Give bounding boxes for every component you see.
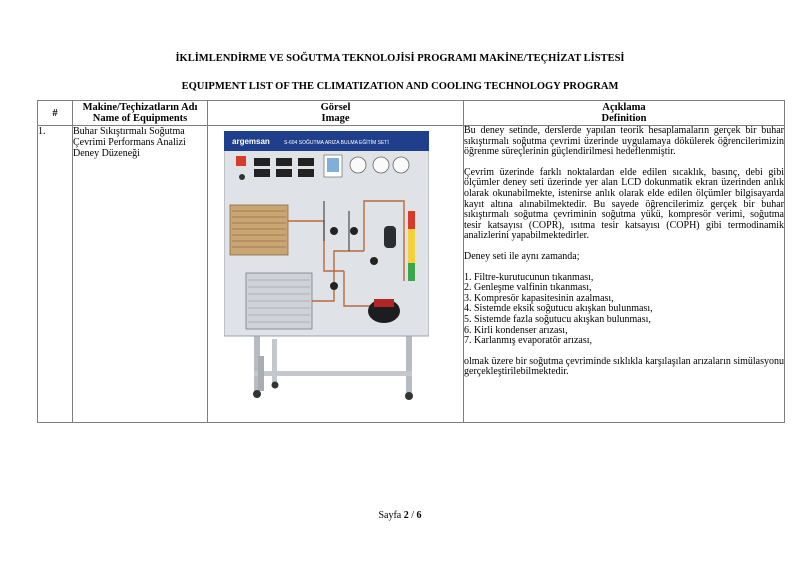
row-number: 1. [38, 126, 73, 423]
header-definition-en: Definition [601, 113, 647, 124]
page-current: 2 [403, 510, 409, 521]
equipment-image-cell [208, 126, 464, 423]
list-item: 3. Kompresör kapasitesinin azalması, [464, 292, 614, 304]
header-definition [464, 101, 785, 126]
table-row [38, 126, 785, 423]
equipment-name: Buhar Sıkıştırmalı Soğutma Çevrimi Performans Analizi Deney Düzeneği [73, 126, 208, 423]
definition-paragraph-4: olmak üzere bir soğutma çevriminde sıklıkla karşılaşılan arızaların simülasyonu gerçekleştirilebilmektedir. [464, 355, 784, 378]
header-image-tr: Görsel [320, 102, 351, 113]
equipment-photo [224, 131, 429, 401]
list-item: 2. Genleşme valfinin tıkanması, [464, 282, 592, 294]
page-prefix: Sayfa [378, 510, 402, 521]
fault-list [464, 273, 784, 347]
header-definition-tr: Açıklama [602, 102, 646, 113]
header-image-en: Image [321, 113, 350, 124]
header-image [208, 101, 464, 126]
header-name [73, 101, 208, 126]
table-header-row [38, 101, 785, 126]
device-brand-label: argemsan [232, 137, 270, 146]
device-title-label: S-604 SOĞUTMA ARIZA BULMA EĞİTİM SETİ [284, 140, 389, 146]
document-title-tr: İKLİMLENDİRME VE SOĞUTMA TEKNOLOJİSİ PROGRAMI MAKİNE/TEÇHİZAT LİSTESİ [175, 53, 625, 64]
header-name-en: Name of Equipments [92, 113, 188, 124]
list-item: 1. Filtre-kurutucunun tıkanması, [464, 271, 594, 283]
document-title-en: EQUIPMENT LIST OF THE CLIMATIZATION AND COOLING TECHNOLOGY PROGRAM [181, 81, 619, 92]
equipment-definition [464, 126, 785, 423]
page-total: 6 [416, 510, 422, 521]
equipment-table [37, 100, 785, 423]
header-number: # [38, 101, 73, 126]
definition-paragraph-1: Bu deney setinde, derslerde yapılan teorik hesaplamaların gerçek bir buhar sıkıştırmalı soğutma çevrimi üzerinde uygulamaya dökülerek öğrencilerimizin öğrenme süreçlerinin güçlendirilmesi hedeflenmiştir. [464, 125, 784, 158]
list-item: 4. Sistemde eksik soğutucu akışkan bulunması, [464, 303, 653, 315]
definition-paragraph-2: Çevrim üzerinde farklı noktalardan elde edilen sıcaklık, basınç, debi gibi ölçümler deney seti üzerinde yer alan LCD dokunmatik ekran üzerinden anlık olarak okunabilmekte, istenirse anlık olarak elde edilen ölçümler bilgisayarda kayıt altına alınabilmektedir. Bu sayede öğrencilerimiz gerçek bir buhar sıkıştırmalı soğutma çevriminin soğutma yükü, kompresör verimi, soğutma tesir katsayısı (COPR), ısıtma tesir katsayısı (COPH) gibi termodinamik analizlerini yapabilmektedirler. [464, 166, 784, 242]
page-separator: / [411, 510, 415, 521]
list-item: 7. Karlanmış evaporatör arızası, [464, 335, 593, 347]
page-footer [0, 510, 800, 521]
list-item: 6. Kirli kondenser arızası, [464, 324, 568, 336]
definition-paragraph-3: Deney seti ile aynı zamanda; [464, 250, 580, 262]
header-name-tr: Makine/Teçhizatların Adı [82, 102, 198, 113]
list-item: 5. Sistemde fazla soğutucu akışkan bulunması, [464, 313, 651, 325]
